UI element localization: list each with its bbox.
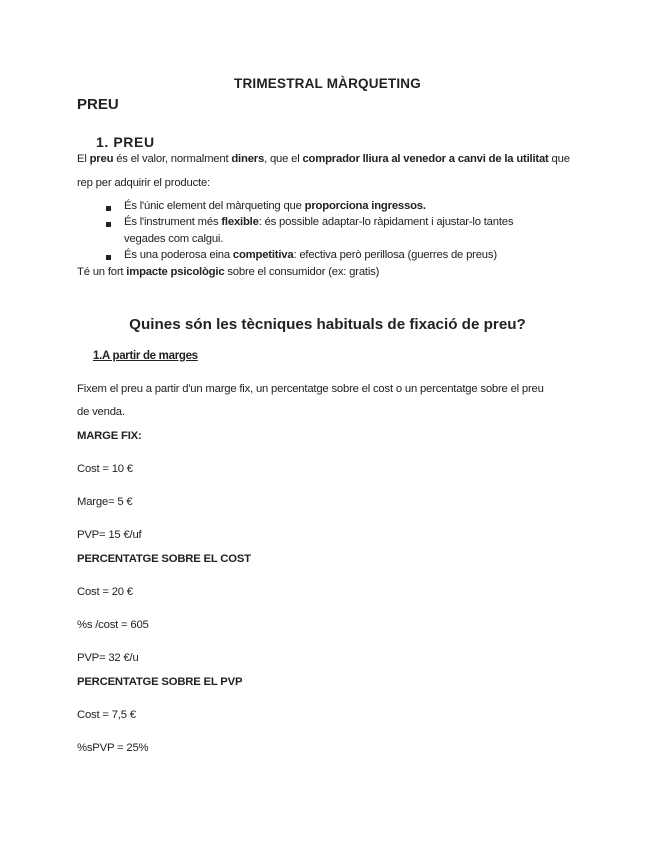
bullet-bold: proporciona ingressos. <box>304 200 426 212</box>
perc-cost-pct: %s /cost = 605 <box>77 619 149 631</box>
bullet-text: És una poderosa eina <box>124 249 233 261</box>
perc-pvp-label: PERCENTATGE SOBRE EL PVP <box>77 676 243 688</box>
intro-line-2: rep per adquirir el producte: <box>77 177 210 189</box>
bullet-text: És l'únic element del màrqueting que <box>124 200 305 212</box>
bullet-item <box>124 249 497 261</box>
intro-text: que <box>548 153 570 165</box>
impact-text: sobre el consumidor (ex: gratis) <box>224 266 380 278</box>
fix-paragraph-line-1: Fixem el preu a partir d'un marge fix, un percentatge sobre el cost o un percentatge sobre el preu <box>77 383 544 395</box>
impact-line <box>77 266 379 278</box>
bullet-item-continuation: vegades com calgui. <box>124 233 224 245</box>
perc-pvp-cost: Cost = 7,5 € <box>77 709 136 721</box>
marge-fix-marge: Marge= 5 € <box>77 496 133 508</box>
marge-fix-cost: Cost = 10 € <box>77 463 133 475</box>
impact-text: Té un fort <box>77 266 127 278</box>
section-heading-preu: 1. PREU <box>96 134 155 150</box>
marge-fix-pvp: PVP= 15 €/uf <box>77 529 142 541</box>
heading-preu: PREU <box>77 96 119 113</box>
intro-text: El <box>77 153 90 165</box>
bullet-text: : efectiva però perillosa (guerres de preus) <box>293 249 497 261</box>
intro-bold: comprador lliura al venedor a canvi de la utilitat <box>302 153 549 165</box>
question-heading: Quines són les tècniques habituals de fixació de preu? <box>129 316 526 333</box>
bullet-marker <box>106 255 111 260</box>
bullet-item <box>124 216 513 228</box>
intro-bold: preu <box>89 153 114 165</box>
intro-line-1 <box>77 153 570 165</box>
bullet-text: : és possible adaptar-lo ràpidament i ajustar-lo tantes <box>258 216 514 228</box>
bullet-marker <box>106 206 111 211</box>
impact-bold: impacte psicològic <box>126 266 225 278</box>
perc-cost-pvp: PVP= 32 €/u <box>77 652 139 664</box>
intro-bold: diners <box>231 153 265 165</box>
perc-cost-cost: Cost = 20 € <box>77 586 133 598</box>
subheading-marges: 1.A partir de marges <box>93 350 198 362</box>
intro-text: , que el <box>264 153 303 165</box>
marge-fix-label: MARGE FIX: <box>77 430 142 442</box>
bullet-bold: flexible <box>221 216 259 228</box>
bullet-marker <box>106 222 111 227</box>
fix-paragraph-line-2: de venda. <box>77 406 125 418</box>
bullet-bold: competitiva <box>232 249 294 261</box>
bullet-item <box>124 200 426 212</box>
perc-cost-label: PERCENTATGE SOBRE EL COST <box>77 553 251 565</box>
perc-pvp-pct: %sPVP = 25% <box>77 742 149 754</box>
document-title: TRIMESTRAL MÀRQUETING <box>234 76 421 91</box>
bullet-text: És l'instrument més <box>124 216 222 228</box>
intro-text: és el valor, normalment <box>113 153 232 165</box>
